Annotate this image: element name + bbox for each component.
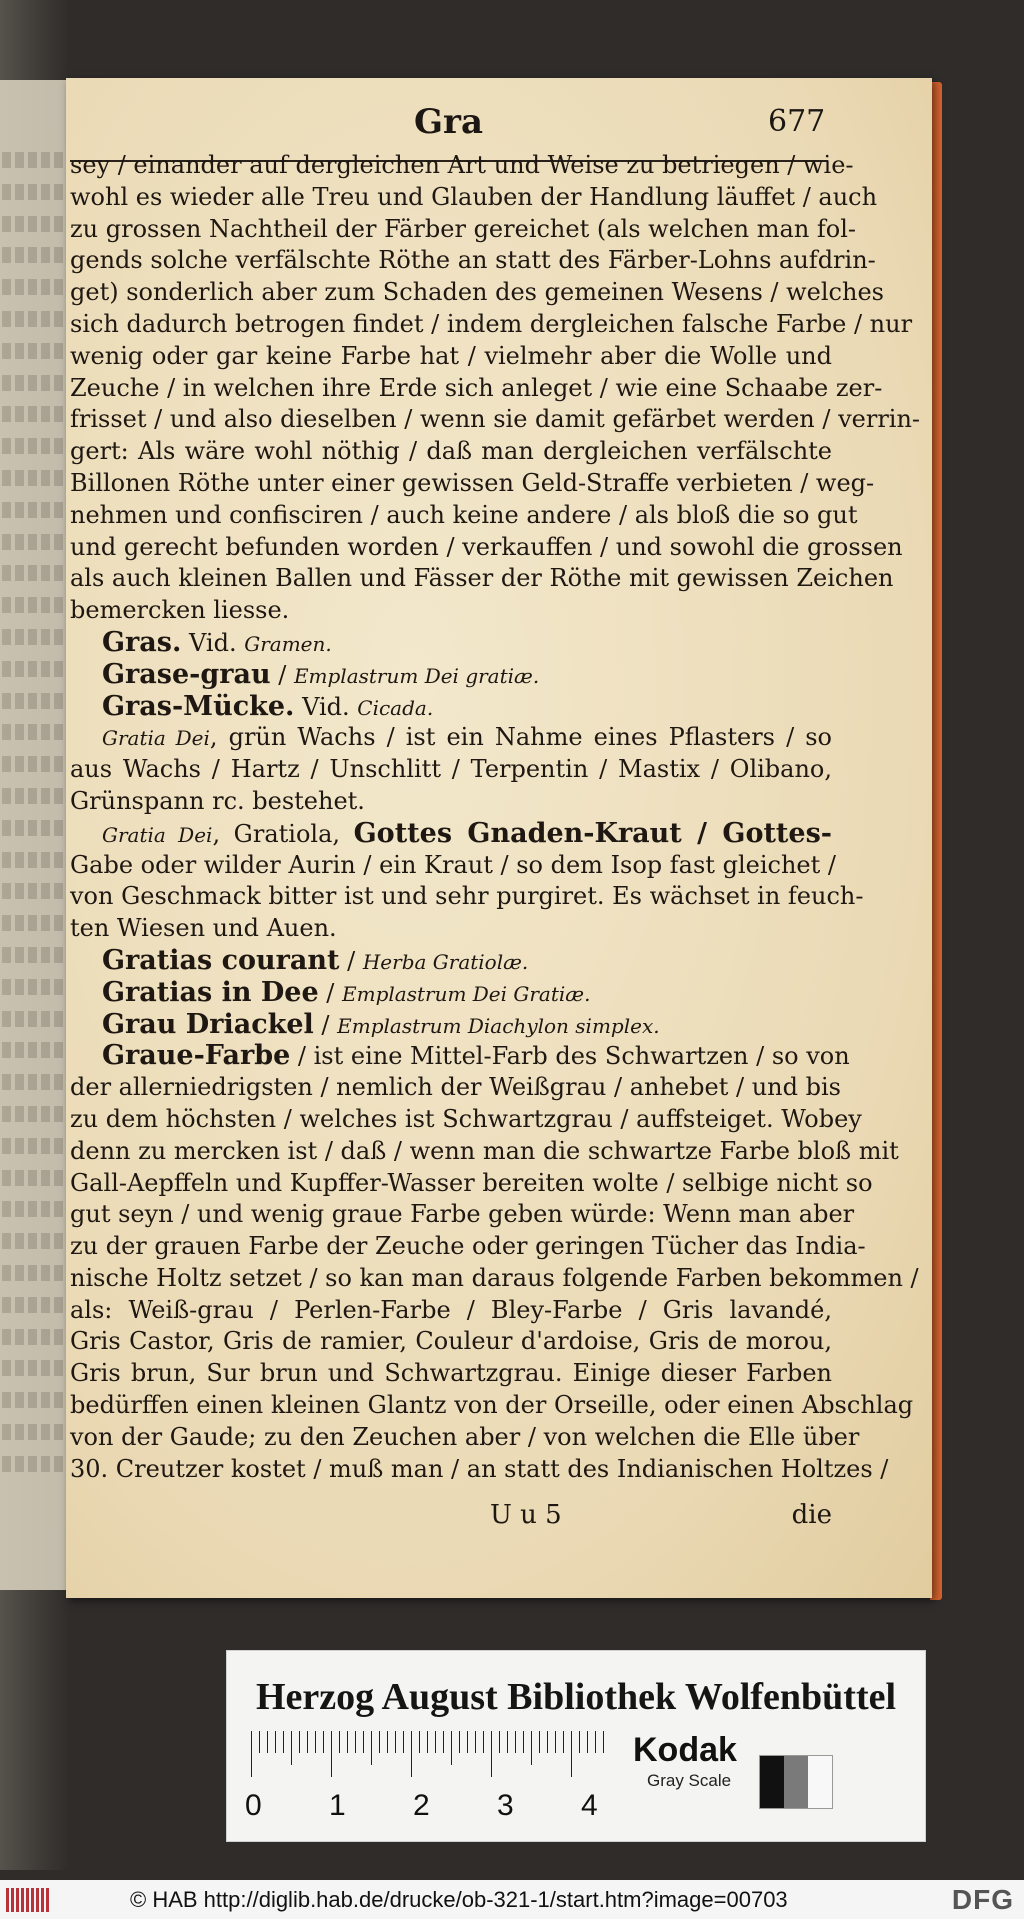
catchword-row [70, 1500, 832, 1536]
ruler-tick [387, 1731, 388, 1753]
text-segment: 30. Creutzer kostet / muß man / an statt des Indianischen Holtzes / [70, 1454, 889, 1483]
ruler-tick [531, 1731, 532, 1765]
previous-page-ghost-text [2, 1233, 68, 1249]
previous-page-ghost-text [2, 947, 68, 963]
text-segment: , grün Wachs / ist ein Nahme eines Pflasters / so [209, 723, 832, 752]
ruler-tick [267, 1731, 268, 1753]
text-line [70, 309, 913, 341]
previous-page-ghost-text [2, 534, 68, 550]
text-line [70, 563, 894, 595]
entry-headword: Graue-Farbe [102, 1040, 291, 1072]
previous-page-ghost-text [2, 979, 68, 995]
text-segment: denn zu mercken ist / daß / wenn man die schwartze Farbe bloß mit [70, 1136, 899, 1165]
ruler-tick [411, 1731, 412, 1777]
ruler-tick [507, 1731, 508, 1753]
text-segment: ten Wiesen und Auen. [70, 914, 337, 943]
text-line [70, 245, 876, 277]
text-line [70, 150, 854, 182]
previous-page-ghost-text [2, 852, 68, 868]
text-segment: / [270, 660, 294, 689]
text-line [70, 436, 832, 468]
text-line [70, 1422, 860, 1454]
ruler-tick [331, 1731, 332, 1777]
text-line [70, 468, 875, 500]
text-segment: Billonen Röthe unter einer gewissen Geld-Straffe verbieten / weg- [70, 468, 875, 497]
text-segment: , Gratiola, [212, 819, 354, 848]
text-line [70, 1358, 832, 1390]
ruler-number: 0 [245, 1789, 262, 1822]
page-number: 677 [768, 104, 826, 139]
ruler-tick [347, 1731, 348, 1753]
text-segment: als auch kleinen Ballen und Fässer der Röthe mit gewissen Zeichen [70, 564, 894, 593]
previous-page-ghost-text [2, 1297, 68, 1313]
text-line [70, 1168, 873, 1200]
ruler-tick [259, 1731, 260, 1753]
ruler-tick [459, 1731, 460, 1753]
text-segment: wenig oder gar keine Farbe hat / vielmehr aber die Wolle und [70, 341, 832, 370]
text-line [70, 1136, 899, 1168]
previous-page-ghost-text [2, 1170, 68, 1186]
ruler-tick [323, 1731, 324, 1753]
text-segment: bemercken liesse. [70, 596, 290, 625]
entry-headword: Gottes Gnaden-Kraut / Gottes- [353, 817, 832, 849]
text-line [70, 850, 836, 882]
text-line [70, 945, 832, 977]
ruler-tick [363, 1731, 364, 1753]
text-line [70, 977, 832, 1009]
previous-page-ghost-text [2, 883, 68, 899]
footer-bar [0, 1880, 1024, 1919]
previous-page-ghost-text [2, 502, 68, 518]
library-color-card [226, 1650, 926, 1842]
ruler-tick [315, 1731, 316, 1753]
text-segment: und gerecht befunden worden / verkauffen / und sowohl die grossen [70, 532, 903, 561]
text-segment: gends solche verfälschte Röthe an statt des Färber-Lohns aufdrin- [70, 246, 876, 275]
text-line [70, 595, 832, 627]
previous-page-ghost-text [2, 1011, 68, 1027]
text-line [70, 1263, 919, 1295]
text-line [70, 182, 878, 214]
gray-scale-patch [759, 1755, 833, 1809]
previous-page-ghost-text [2, 1106, 68, 1122]
ruler-tick [395, 1731, 396, 1753]
previous-page-ghost-text [2, 438, 68, 454]
text-segment: Grünspann rc. bestehet. [70, 786, 365, 815]
text-line [70, 532, 903, 564]
entry-headword: Gratias courant [102, 944, 340, 976]
ruler-tick [403, 1731, 404, 1753]
previous-page-ghost-text [2, 470, 68, 486]
ruler-tick [539, 1731, 540, 1753]
ruler-tick [427, 1731, 428, 1753]
text-line [70, 881, 864, 913]
previous-page-ghost-text [2, 1329, 68, 1345]
latin-term: Gramen. [244, 631, 332, 656]
entry-headword: Gras-Mücke. [102, 690, 295, 722]
text-line [70, 754, 832, 786]
previous-page-ghost-text [2, 279, 68, 295]
text-segment: als: Weiß-grau / Perlen-Farbe / Bley-Farbe / Gris lavandé, [70, 1295, 832, 1324]
text-segment: / [339, 946, 363, 975]
latin-term: Gratia Dei [102, 822, 213, 847]
library-name: Herzog August Bibliothek Wolfenbüttel [255, 1676, 897, 1718]
previous-page-ghost-text [2, 693, 68, 709]
text-segment: Zeuche / in welchen ihre Erde sich anleget / wie eine Schaabe zer- [70, 373, 883, 402]
ruler-tick [523, 1731, 524, 1753]
text-line [70, 913, 832, 945]
previous-page-ghost-text [2, 1392, 68, 1408]
previous-page-ghost-text [2, 343, 68, 359]
hab-logo-icon [6, 1888, 50, 1912]
latin-term: Herba Gratiolæ. [362, 949, 529, 974]
entry-headword: Grase-grau [102, 658, 271, 690]
text-line [70, 277, 884, 309]
text-segment: Gris Castor, Gris de ramier, Couleur d'ardoise, Gris de morou, [70, 1327, 832, 1356]
text-line [70, 818, 832, 850]
text-line [70, 1040, 850, 1072]
text-segment: / [318, 978, 343, 1007]
ruler-tick [443, 1731, 444, 1753]
ruler-tick [435, 1731, 436, 1753]
ruler-tick [563, 1731, 564, 1753]
ruler-tick [283, 1731, 284, 1753]
text-line [70, 627, 832, 659]
ruler-tick [307, 1731, 308, 1753]
ruler-tick [379, 1731, 380, 1753]
page-text-body [70, 150, 921, 1485]
ruler-tick [339, 1731, 340, 1753]
text-line [70, 1104, 862, 1136]
ruler-number: 4 [581, 1789, 598, 1822]
text-segment: bedürffen einen kleinen Glantz von der Orseille, oder einen Abschlag [70, 1391, 914, 1420]
text-line [70, 1454, 889, 1486]
text-line [70, 1390, 914, 1422]
signature-mark: U u 5 [490, 1500, 562, 1530]
ruler-tick [491, 1731, 492, 1777]
ruler-tick [371, 1731, 372, 1765]
ruler-number: 3 [497, 1789, 514, 1822]
text-segment: Gabe oder wilder Aurin / ein Kraut / so dem Isop fast gleichet / [70, 850, 836, 879]
ruler-tick [419, 1731, 420, 1753]
previous-page-ghost-text [2, 1138, 68, 1154]
previous-page-ghost-text [2, 406, 68, 422]
latin-term: Cicada. [357, 695, 434, 720]
ruler-number: 2 [413, 1789, 430, 1822]
entry-headword: Grau Driackel [102, 1008, 314, 1040]
text-segment: Vid. [294, 692, 358, 721]
text-line [70, 341, 832, 373]
previous-page-edge [0, 80, 72, 1590]
text-segment: wohl es wieder alle Treu und Glauben der Handlung läuffet / auch [70, 182, 878, 211]
previous-page-ghost-text [2, 629, 68, 645]
text-line [70, 1231, 866, 1263]
previous-page-ghost-text [2, 184, 68, 200]
text-line [70, 214, 857, 246]
text-line [70, 722, 832, 754]
footer-citation-link[interactable]: © HAB http://diglib.hab.de/drucke/ob-321-1/start.htm?image=00703 [130, 1887, 788, 1912]
text-segment: der allerniedrigsten / nemlich der Weißgrau / anhebet / und bis [70, 1073, 841, 1102]
text-segment: von Geschmack bitter ist und sehr purgiret. Es wächset in feuch- [70, 882, 864, 911]
entry-headword: Gras. [102, 626, 182, 658]
latin-term: Emplastrum Dei gratiæ. [293, 663, 540, 688]
text-segment: nehmen und confisciren / auch keine andere / als bloß die so gut [70, 500, 858, 529]
text-segment: nische Holtz setzet / so kan man daraus folgende Farben bekommen / [70, 1263, 919, 1292]
ruler-tick [579, 1731, 580, 1753]
text-segment: aus Wachs / Hartz / Unschlitt / Terpentin / Mastix / Olibano, [70, 755, 832, 784]
previous-page-ghost-text [2, 1074, 68, 1090]
previous-page-ghost-text [2, 1360, 68, 1376]
text-segment: Vid. [181, 628, 245, 657]
text-segment: gert: Als wäre wohl nöthig / daß man dergleichen verfälschte [70, 437, 832, 466]
previous-page-ghost-text [2, 724, 68, 740]
ruler-number: 1 [329, 1789, 346, 1822]
text-line [70, 500, 858, 532]
ruler-tick [571, 1731, 572, 1777]
text-line [70, 1199, 855, 1231]
ruler-tick [555, 1731, 556, 1753]
previous-page-ghost-text [2, 661, 68, 677]
ruler-tick [595, 1731, 596, 1753]
text-segment: frisset / und also dieselben / wenn sie damit gefärbet werden / verrin- [70, 405, 921, 434]
ruler-tick [451, 1731, 452, 1765]
ruler-tick [587, 1731, 588, 1753]
previous-page-ghost-text [2, 216, 68, 232]
ruler-tick [483, 1731, 484, 1753]
text-line [70, 373, 883, 405]
text-segment: von der Gaude; zu den Zeuchen aber / von welchen die Elle über [70, 1422, 860, 1451]
ruler-tick [547, 1731, 548, 1753]
text-segment: Gall-Aepffeln und Kupffer-Wasser bereiten wolte / selbige nicht so [70, 1168, 873, 1197]
ruler-tick [251, 1731, 252, 1777]
ruler-tick [275, 1731, 276, 1753]
scale-ruler [245, 1731, 607, 1827]
text-line [70, 786, 832, 818]
previous-page-ghost-text [2, 756, 68, 772]
text-segment: Gris brun, Sur brun und Schwartzgrau. Einige dieser Farben [70, 1359, 832, 1388]
text-segment: zu dem höchsten / welches ist Schwartzgrau / auffsteiget. Wobey [70, 1104, 862, 1133]
ruler-tick [467, 1731, 468, 1753]
previous-page-ghost-text [2, 247, 68, 263]
ruler-tick [291, 1731, 292, 1765]
running-head-word: Gra [414, 102, 483, 142]
ruler-tick [515, 1731, 516, 1753]
text-line [70, 691, 832, 723]
latin-term: Emplastrum Dei Gratiæ. [342, 981, 591, 1006]
previous-page-ghost-text [2, 820, 68, 836]
text-segment: sey / einander auf dergleichen Art und Weise zu betriegen / wie- [70, 151, 854, 179]
previous-page-ghost-text [2, 915, 68, 931]
previous-page-ghost-text [2, 311, 68, 327]
text-line [70, 404, 921, 436]
latin-term: Emplastrum Diachylon simplex. [337, 1013, 660, 1038]
text-segment: get) sonderlich aber zum Schaden des gemeinen Wesens / welches [70, 278, 884, 307]
previous-page-ghost-text [2, 788, 68, 804]
text-line [70, 1326, 832, 1358]
ruler-tick [603, 1731, 604, 1753]
dfg-logo: DFG [951, 1884, 1014, 1915]
book-page [66, 78, 932, 1598]
text-segment: sich dadurch betrogen findet / indem dergleichen falsche Farbe / nur [70, 309, 913, 338]
previous-page-ghost-text [2, 1265, 68, 1281]
text-segment: zu grossen Nachtheil der Färber gereichet (als welchen man fol- [70, 214, 857, 243]
text-segment: / [313, 1010, 338, 1039]
ruler-tick [355, 1731, 356, 1753]
text-segment: zu der grauen Farbe der Zeuche oder geringen Tücher das India- [70, 1232, 866, 1261]
running-head [66, 102, 932, 142]
ruler-tick [499, 1731, 500, 1753]
entry-headword: Gratias in Dee [102, 976, 319, 1008]
previous-page-ghost-text [2, 152, 68, 168]
text-line [70, 1295, 832, 1327]
previous-page-ghost-text [2, 565, 68, 581]
text-segment: / ist eine Mittel-Farb des Schwartzen / so von [290, 1042, 850, 1071]
previous-page-ghost-text [2, 375, 68, 391]
text-line [70, 1009, 832, 1041]
previous-page-ghost-text [2, 1424, 68, 1440]
latin-term: Gratia Dei [102, 726, 210, 751]
ruler-tick [475, 1731, 476, 1753]
previous-page-ghost-text [2, 597, 68, 613]
kodak-logo: Kodak [633, 1731, 737, 1769]
text-line [70, 1072, 841, 1104]
previous-page-ghost-text [2, 1201, 68, 1217]
previous-page-ghost-text [2, 1456, 68, 1472]
kodak-gray-scale-label: Gray Scale [647, 1771, 732, 1790]
text-segment: gut seyn / und wenig graue Farbe geben würde: Wenn man aber [70, 1200, 855, 1229]
ruler-tick [299, 1731, 300, 1753]
previous-page-ghost-text [2, 1042, 68, 1058]
catchword: die [791, 1500, 832, 1530]
text-line [70, 659, 832, 691]
